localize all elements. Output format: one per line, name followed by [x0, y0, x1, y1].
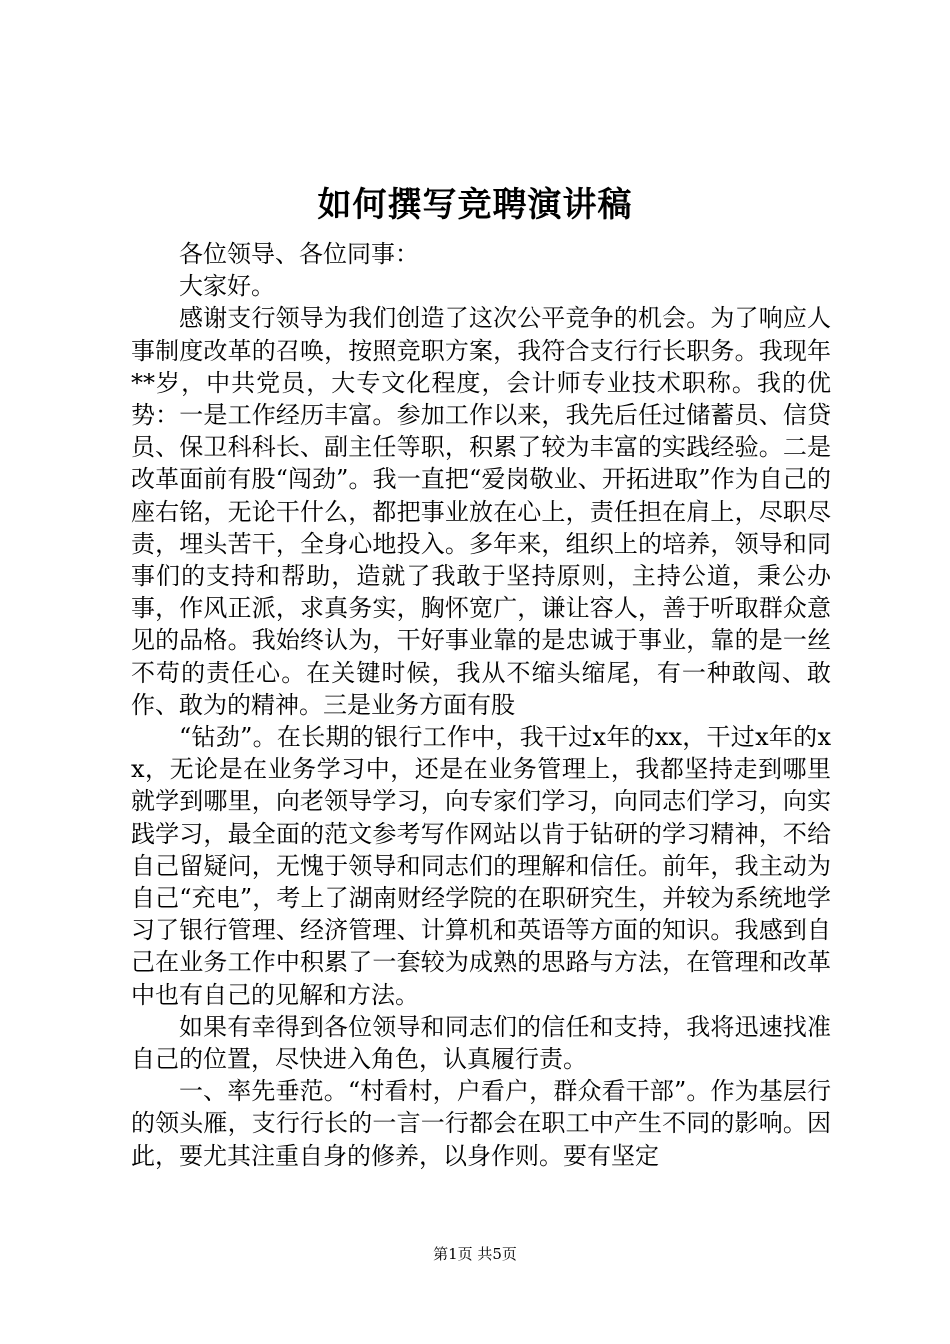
salutation-paragraph: 各位领导、各位同事：: [179, 240, 419, 268]
page-number-footer: 第1页 共5页: [433, 1245, 517, 1263]
body-paragraph: 如果有幸得到各位领导和同志们的信任和支持，我将迅速找准自己的位置，尽快进入角色，认真履行责。: [131, 1012, 831, 1074]
body-paragraph: 感谢支行领导为我们创造了这次公平竞争的机会。为了响应人事制度改革的召唤，按照竞职方案，我符合支行行长职务。我现年**岁，中共党员，大专文化程度，会计师专业技术职称。我的优势：一是工作经历丰富。参加工作以来，我先后任过储蓄员、信贷员、保卫科科长、副主任等职，积累了较为丰富的实践经验。二是改革面前有股“闯劲”。我一直把“爱岗敬业、开拓进取”作为自己的座右铭，无论干什么，都把事业放在心上，责任担在肩上，尽职尽责，埋头苦干，全身心地投入。多年来，组织上的培养，领导和同事们的支持和帮助，造就了我敢于坚持原则，主持公道，秉公办事，作风正派，求真务实，胸怀宽广，谦让容人，善于听取群众意见的品格。我始终认为，干好事业靠的是忠诚于事业，靠的是一丝不苟的责任心。在关键时候，我从不缩头缩尾，有一种敢闯、敢作、敢为的精神。三是业务方面有股: [131, 304, 831, 719]
body-paragraph: 一、率先垂范。“村看村，户看户，群众看干部”。作为基层行的领头雁，支行行长的一言一行都会在职工中产生不同的影响。因此，要尤其注重自身的修养，以身作则。要有坚定: [131, 1077, 831, 1170]
greeting-paragraph: 大家好。: [179, 272, 275, 301]
document-title: 如何撰写竞聘演讲稿: [317, 185, 633, 225]
body-paragraph: “钻劲”。在长期的银行工作中，我干过x年的xx，干过x年的xx，无论是在业务学习中，还是在业务管理上，我都坚持走到哪里就学到哪里，向老领导学习，向专家们学习，向同志们学习，向实践学习，最全面的范文参考写作网站以肯于钻研的学习精神，不给自己留疑问，无愧于领导和同志们的理解和信任。前年，我主动为自己“充电”，考上了湖南财经学院的在职研究生，并较为系统地学习了银行管理、经济管理、计算机和英语等方面的知识。我感到自己在业务工作中积累了一套较为成熟的思路与方法，在管理和改革中也有自己的见解和方法。: [131, 723, 831, 1009]
document-body: [131, 238, 831, 1172]
